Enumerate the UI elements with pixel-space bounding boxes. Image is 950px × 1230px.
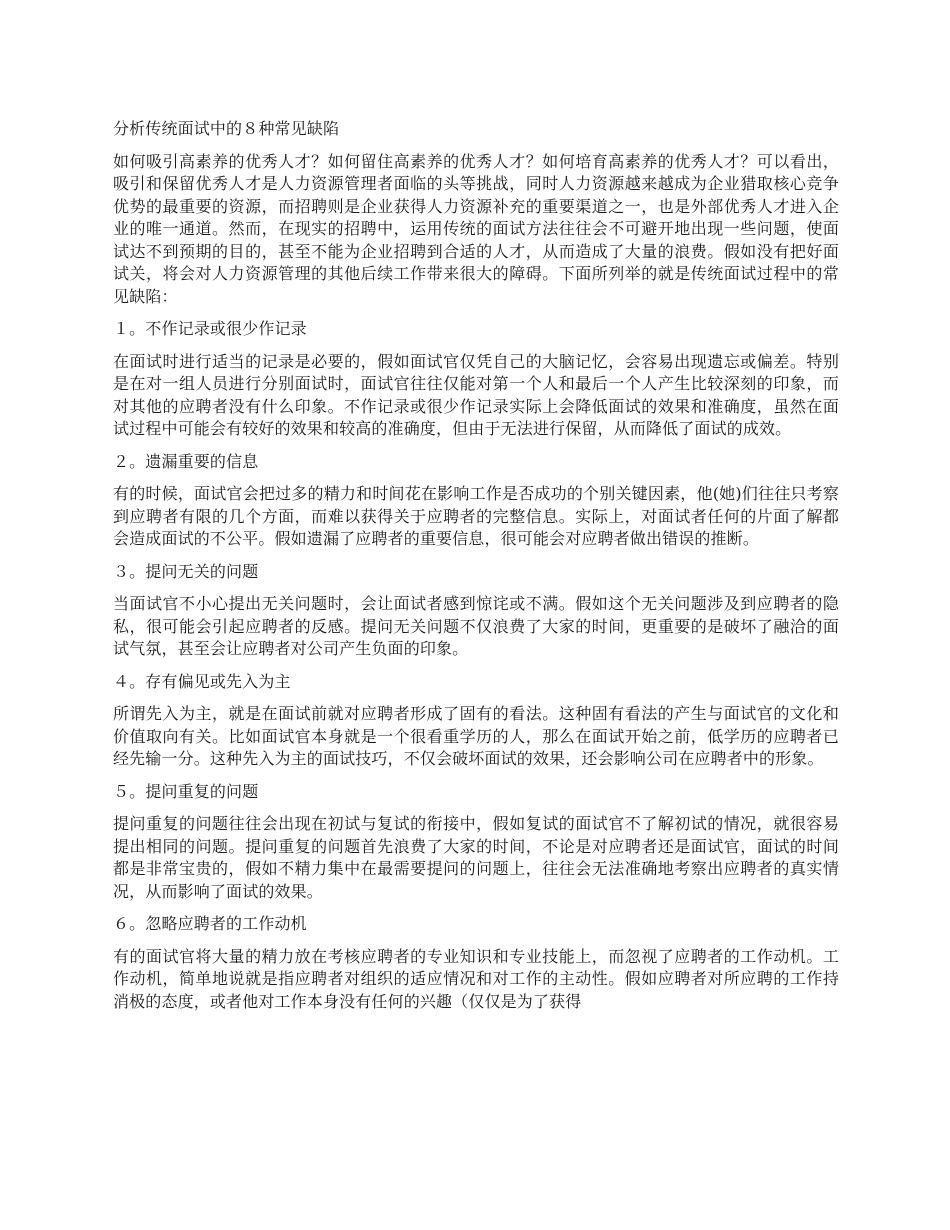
document-title: 分析传统面试中的８种常见缺陷 bbox=[113, 119, 340, 138]
section-paragraph: 当面试官不小心提出无关问题时，会让面试者感到惊诧或不满。假如这个无关问题涉及到应聘者的隐私，很可能会引起应聘者的反感。提问无关问题不仅浪费了大家的时间，更重要的是破坏了融洽的面试气氛，甚至会让应聘者对公司产生负面的印象。 bbox=[113, 594, 839, 658]
section-heading: ３。提问无关的问题 bbox=[113, 561, 259, 581]
intro-paragraph: 如何吸引高素养的优秀人才？如何留住高素养的优秀人才？如何培育高素养的优秀人才？可以看出，吸引和保留优秀人才是人力资源管理者面临的头等挑战，同时人力资源越来越成为企业猎取核心竞争优势的最重要的资源，而招聘则是企业获得人力资源补充的重要渠道之一，也是外部优秀人才进入企业的唯一通道。然而，在现实的招聘中，运用传统的面试方法往往会不可避开地出现一些问题，使面试达不到预期的目的，甚至不能为企业招聘到合适的人才，从而造成了大量的浪费。假如没有把好面试关，将会对人力资源管理的其他后续工作带来很大的障碍。下面所列举的就是传统面试过程中的常见缺陷： bbox=[113, 151, 839, 306]
section-paragraph: 有的时候，面试官会把过多的精力和时间花在影响工作是否成功的个别关键因素，他(她)们往往只考察到应聘者有限的几个方面，而难以获得关于应聘者的完整信息。实际上，对面试者任何的片面了解都会造成面试的不公平。假如遗漏了应聘者的重要信息，很可能会对应聘者做出错误的推断。 bbox=[113, 484, 839, 548]
section-heading: ６。忽略应聘者的工作动机 bbox=[113, 914, 307, 933]
section-heading: ２。遗漏重要的信息 bbox=[113, 451, 259, 471]
section-paragraph: 在面试时进行适当的记录是必要的，假如面试官仅凭自己的大脑记忆，会容易出现遗忘或偏差。特别是在对一组人员进行分别面试时，面试官往往仅能对第一个人和最后一个人产生比较深刻的印象，而对其他的应聘者没有什么印象。不作记录或很少作记录实际上会降低面试的效果和准确度，虽然在面试过程中可能会有较好的效果和较高的准确度，但由于无法进行保留，从而降低了面试的成效。 bbox=[113, 351, 839, 438]
section-heading: ４。存有偏见或先入为主 bbox=[113, 671, 291, 691]
section-paragraph: 有的面试官将大量的精力放在考核应聘者的专业知识和专业技能上，而忽视了应聘者的工作动机。工作动机，简单地说就是指应聘者对组织的适应情况和对工作的主动性。假如应聘者对所应聘的工作持消极的态度，或者他对工作本身没有任何的兴趣（仅仅是为了获得 bbox=[113, 946, 839, 1011]
section-paragraph: 所谓先入为主，就是在面试前就对应聘者形成了固有的看法。这种固有看法的产生与面试官的文化和价值取向有关。比如面试官本身就是一个很看重学历的人，那么在面试开始之前，低学历的应聘者已经先输一分。这种先入为主的面试技巧，不仅会破坏面试的效果，还会影响公司在应聘者中的形象。 bbox=[113, 704, 839, 768]
document-page bbox=[113, 118, 839, 1023]
section-paragraph: 提问重复的问题往往会出现在初试与复试的衔接中，假如复试的面试官不了解初试的情况，就很容易提出相同的问题。提问重复的问题首先浪费了大家的时间，不论是对应聘者还是面试官，面试的时间都是非常宝贵的，假如不精力集中在最需要提问的问题上，往往会无法准确地考察出应聘者的真实情况，从而影响了面试的效果。 bbox=[113, 814, 839, 901]
section-heading: １。不作记录或很少作记录 bbox=[113, 319, 307, 338]
section-heading: ５。提问重复的问题 bbox=[113, 781, 259, 801]
